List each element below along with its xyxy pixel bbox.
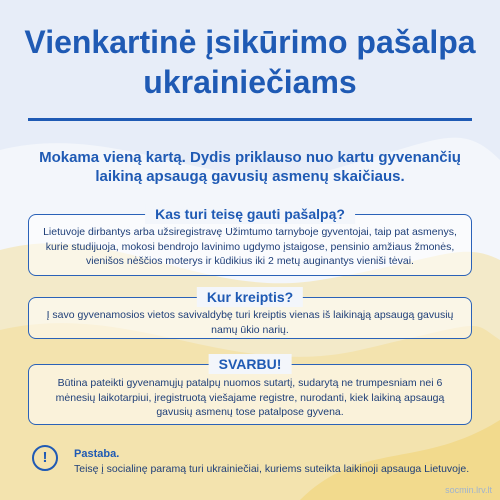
lead-text: Mokama vieną kartą. Dydis priklauso nuo kartu gyvenančių laikiną apsaugą gavusių asmenų skaičiaus. [39, 149, 461, 185]
note-text: Teisę į socialinę paramą turi ukrainiečiai, kuriems suteikta laikinoji apsauga Lietuvoje. [74, 463, 470, 475]
important-card-title: SVARBU! [209, 354, 292, 374]
where-to-apply-card-text: Į savo gyvenamosios vietos savivaldybę turi kreiptis vienas iš laikinąją apsaugą gavusių namų ūkio narių. [46, 309, 454, 336]
eligibility-card-title: Kas turi teisę gauti pašalpą? [145, 204, 355, 224]
eligibility-card-text: Lietuvoje dirbantys arba užsiregistravę Užimtumo tarnyboje gyventojai, taip pat asmenys, kurie studijuoja, mokosi bendrojo lavinimo ugdymo įstaigose, pensinio amžiaus žmonės, vienišos nėščios moterys ir kūdikius iki 2 metų auginantys vieniši tėvai. [43, 226, 457, 267]
exclamation-icon: ! [32, 445, 58, 471]
source-watermark: socmin.lrv.lt [445, 485, 492, 495]
eligibility-card [28, 206, 472, 276]
note-title: Pastaba. [74, 448, 120, 460]
important-card [28, 356, 472, 425]
title-divider [28, 118, 472, 121]
where-to-apply-card-title: Kur kreiptis? [197, 287, 303, 307]
where-to-apply-card [28, 289, 472, 339]
page-title: Vienkartinė įsikūrimo pašalpa ukrainiečiams [24, 24, 476, 100]
important-card-text: Būtina pateikti gyvenamųjų patalpų nuomos sutartį, sudarytą ne trumpesniam nei 6 mėnesių laikotarpiui, įregistruotą viešajame registre, nurodanti, kiek laikiną apsaugą gavusių asmenų tose patalpose gyvena. [55, 377, 445, 418]
